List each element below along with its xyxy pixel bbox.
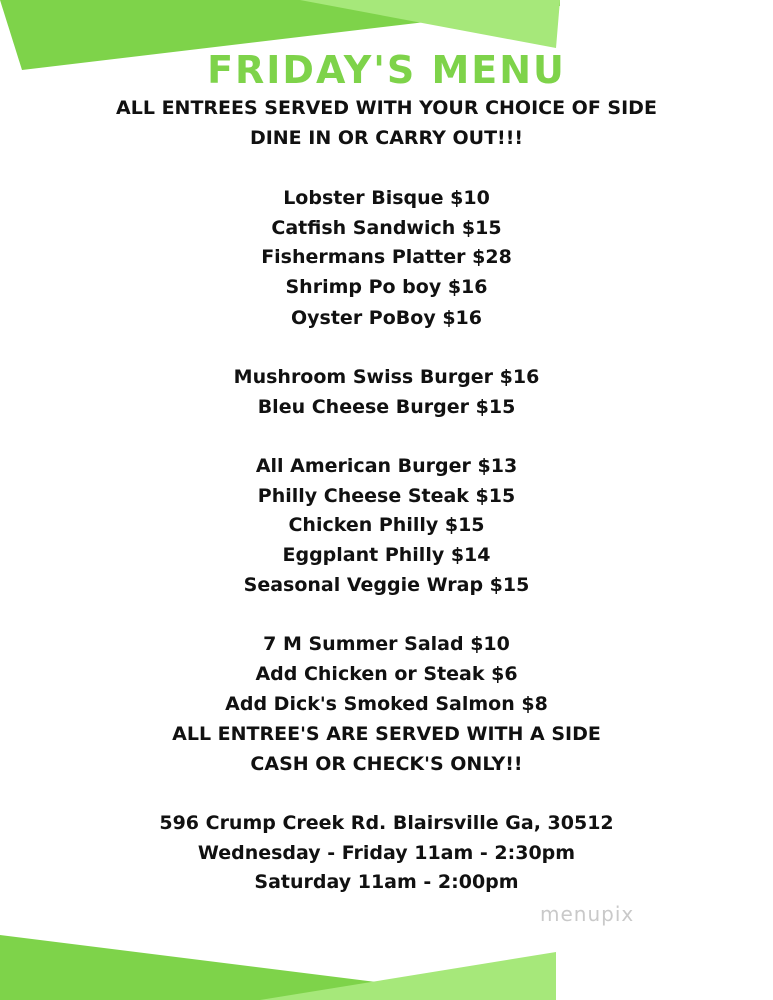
menu-item: Bleu Cheese Burger $15: [257, 396, 516, 418]
menu-item: Chicken Philly $15: [288, 514, 485, 536]
menu-item: Eggplant Philly $14: [282, 544, 491, 566]
notice-cash-only: CASH OR CHECK'S ONLY!!: [250, 753, 523, 775]
menu-item: Catfish Sandwich $15: [271, 217, 502, 239]
menu-item: Shrimp Po boy $16: [285, 276, 488, 298]
address: 596 Crump Creek Rd. Blairsville Ga, 30512: [159, 812, 614, 834]
menu-item: Fishermans Platter $28: [261, 246, 512, 268]
hours-weekday: Wednesday - Friday 11am - 2:30pm: [197, 842, 576, 864]
menu-item: Add Chicken or Steak $6: [255, 663, 518, 685]
menu-item: Oyster PoBoy $16: [291, 307, 482, 329]
menu-title: FRIDAY'S MENU: [207, 48, 566, 92]
subtitle-dine-in: DINE IN OR CARRY OUT!!!: [249, 127, 524, 149]
watermark: menupix: [540, 902, 635, 926]
menu-item: Mushroom Swiss Burger $16: [233, 366, 540, 388]
hours-saturday: Saturday 11am - 2:00pm: [254, 871, 519, 893]
menu-item: All American Burger $13: [255, 455, 518, 477]
menu-item: Seasonal Veggie Wrap $15: [243, 574, 530, 596]
subtitle-side-choice: ALL ENTREES SERVED WITH YOUR CHOICE OF SIDE: [116, 97, 657, 119]
notice-served-with-side: ALL ENTREE'S ARE SERVED WITH A SIDE: [172, 723, 601, 745]
menu-item: 7 M Summer Salad $10: [263, 633, 510, 655]
menu-item: Philly Cheese Steak $15: [257, 485, 516, 507]
menu-item: Add Dick's Smoked Salmon $8: [225, 693, 548, 715]
menu-item: Lobster Bisque $10: [283, 187, 490, 209]
